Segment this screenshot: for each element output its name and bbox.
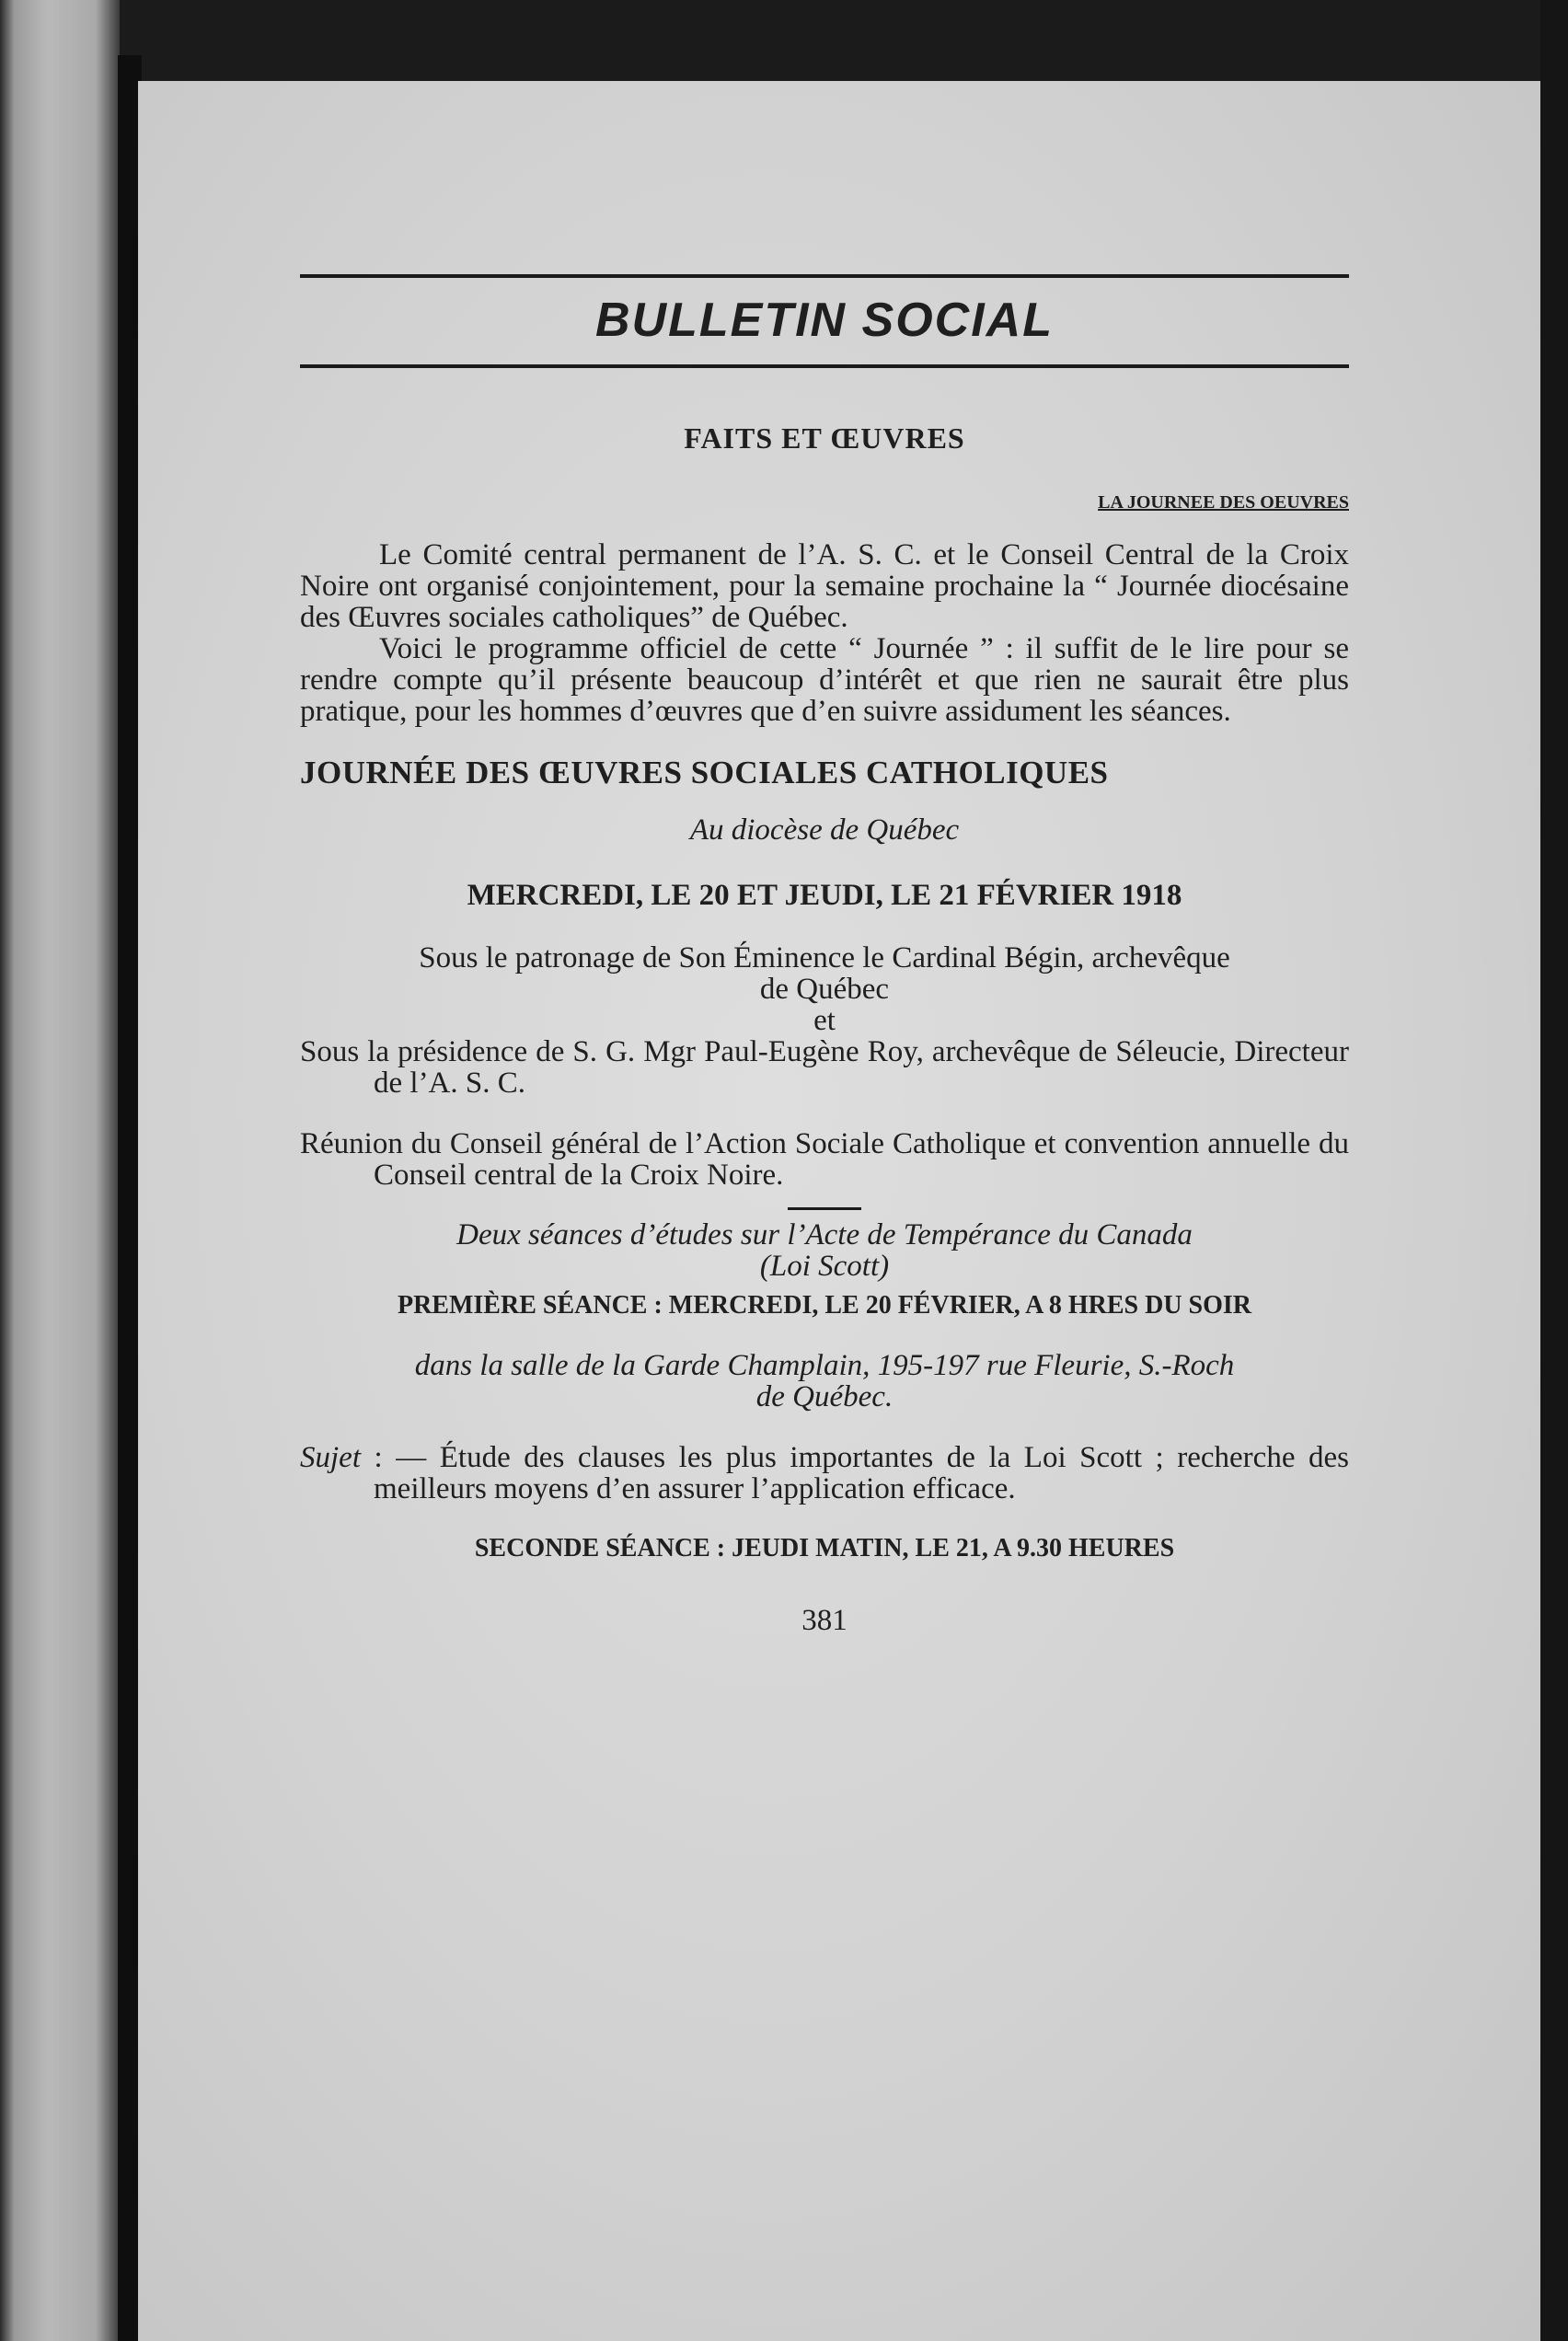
header-top-rule <box>300 274 1349 278</box>
premiere-seance: PREMIÈRE SÉANCE : MERCREDI, LE 20 FÉVRIER, A 8 HRES DU SOIR <box>397 1291 1252 1320</box>
and-connector: et <box>813 1004 836 1037</box>
page-number: 381 <box>801 1604 847 1637</box>
header-bottom-rule <box>300 364 1349 368</box>
lieu-line-1: dans la salle de la Garde Champlain, 195-197 rue Fleurie, S.-Roch <box>414 1349 1235 1382</box>
short-separator <box>788 1207 861 1210</box>
sujet-text: : — Étude des clauses les plus importantes de la Loi Scott ; recherche des meilleurs moyens d’en assurer l’application efficace. <box>360 1441 1349 1505</box>
etudes-line-2: (Loi Scott) <box>759 1250 890 1283</box>
patronage-line-2: de Québec <box>759 973 890 1006</box>
intro-paragraph-2: Voici le programme officiel de cette “ Journée ” : il suffit de le lire pour se rendre compte qu’il présente beaucoup d’intérêt et que rien ne saurait être plus pratique, pour les hommes d’œuvres que d’en suivre assidument les séances. <box>300 632 1349 728</box>
program-dates: MERCREDI, LE 20 ET JEUDI, LE 21 FÉVRIER 1918 <box>467 879 1182 912</box>
film-border-right <box>1540 0 1568 2341</box>
etudes-line-1: Deux séances d’études sur l’Acte de Tempérance du Canada <box>456 1218 1193 1251</box>
patronage-line-1: Sous le patronage de Son Éminence le Cardinal Bégin, archevêque <box>419 941 1230 974</box>
seconde-seance: SECONDE SÉANCE : JEUDI MATIN, LE 21, A 9.30 HEURES <box>474 1534 1175 1563</box>
sujet-label: Sujet <box>300 1441 361 1474</box>
bulletin-title: BULLETIN SOCIAL <box>595 294 1054 347</box>
intro-paragraph-1: Le Comité central permanent de l’A. S. C. et le Conseil Central de la Croix Noire ont organisé conjointement, pour la semaine prochaine la “ Journée diocésaine des Œuvres sociales catholiques” de Québec. <box>300 538 1349 634</box>
lieu-line-2: de Québec. <box>755 1380 894 1413</box>
sujet-paragraph <box>300 1442 1349 1505</box>
program-heading: JOURNÉE DES ŒUVRES SOCIALES CATHOLIQUES <box>300 755 1109 790</box>
page-content <box>300 274 1349 1638</box>
document-page <box>138 81 1540 2341</box>
subsection-title: LA JOURNEE DES OEUVRES <box>1098 492 1349 513</box>
reunion-text: Réunion du Conseil général de l’Action Sociale Catholique et convention annuelle du Conseil central de la Croix Noire. <box>300 1127 1349 1192</box>
presidence-text: Sous la présidence de S. G. Mgr Paul-Eugène Roy, archevêque de Séleucie, Directeur de l’A. S. C. <box>300 1035 1349 1100</box>
section-title: FAITS ET ŒUVRES <box>684 421 965 455</box>
program-diocese: Au diocèse de Québec <box>689 813 960 847</box>
adjacent-page-edge <box>0 0 120 2341</box>
